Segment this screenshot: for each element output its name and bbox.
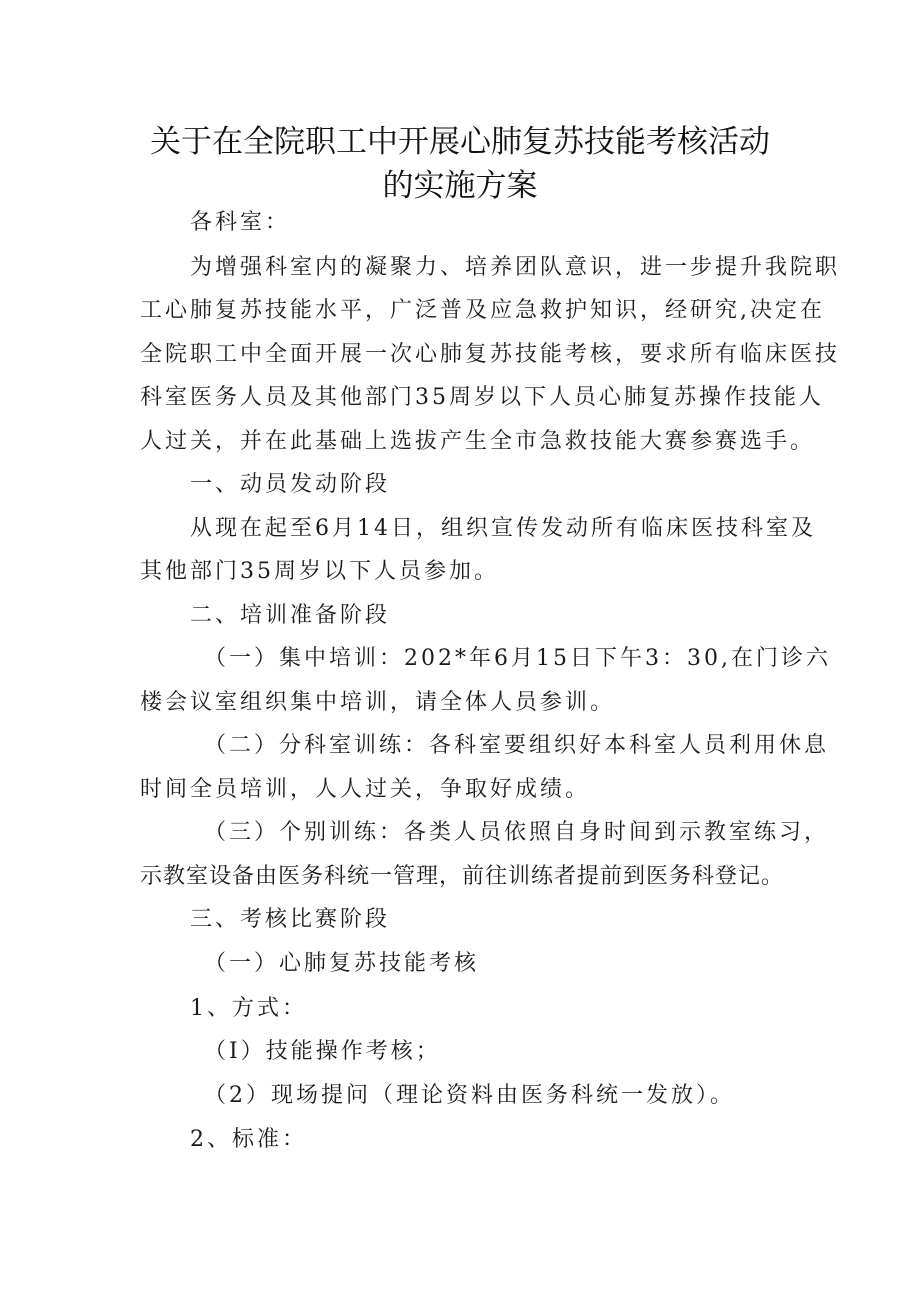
document-title-line-1: 关于在全院职工中开展心肺复苏技能考核活动: [150, 124, 770, 160]
paragraph-line: 从现在起至6月14日，组织宣传发动所有临床医技科室及: [190, 516, 816, 541]
paragraph-line: 楼会议室组织集中培训，请全体人员参训。: [140, 690, 616, 715]
paragraph-line: （三）个别训练：各类人员依照自身时间到示教室练习，: [204, 820, 830, 845]
list-item: 2、标准：: [190, 1127, 307, 1152]
section-heading: 三、考核比赛阶段: [190, 907, 391, 932]
paragraph-line: （一）集中培训：202*年6月15日下午3：30,在门诊六: [204, 646, 831, 671]
paragraph-line: 示教室设备由医务科统一管理，前往训练者提前到医务科登记。: [140, 864, 785, 889]
paragraph-line: 为增强科室内的凝聚力、培养团队意识，进一步提升我院职: [190, 255, 841, 280]
paragraph-line: 其他部门35周岁以下人员参加。: [140, 559, 499, 584]
subsection-heading: （一）心肺复苏技能考核: [204, 951, 480, 976]
section-heading: 一、动员发动阶段: [190, 472, 391, 497]
paragraph-line: 全院职工中全面开展一次心肺复苏技能考核，要求所有临床医技: [140, 342, 841, 367]
list-item: （2）现场提问（理论资料由医务科统一发放）。: [204, 1083, 735, 1108]
paragraph-line: 人过关，并在此基础上选拔产生全市急救技能大赛参赛选手。: [140, 429, 816, 454]
salutation: 各科室：: [190, 210, 291, 235]
list-item: 1、方式：: [190, 996, 307, 1021]
list-item: （I）技能操作考核；: [204, 1039, 441, 1064]
paragraph-line: 科室医务人员及其他部门35周岁以下人员心肺复苏操作技能人: [140, 385, 824, 410]
section-heading: 二、培训准备阶段: [190, 603, 391, 628]
document-title-line-2: 的实施方案: [382, 168, 538, 204]
paragraph-line: （二）分科室训练：各科室要组织好本科室人员利用休息: [204, 733, 830, 758]
paragraph-line: 工心肺复苏技能水平，广泛普及应急救护知识，经研究,决定在: [140, 298, 825, 323]
paragraph-line: 时间全员培训，人人过关，争取好成绩。: [140, 777, 591, 802]
